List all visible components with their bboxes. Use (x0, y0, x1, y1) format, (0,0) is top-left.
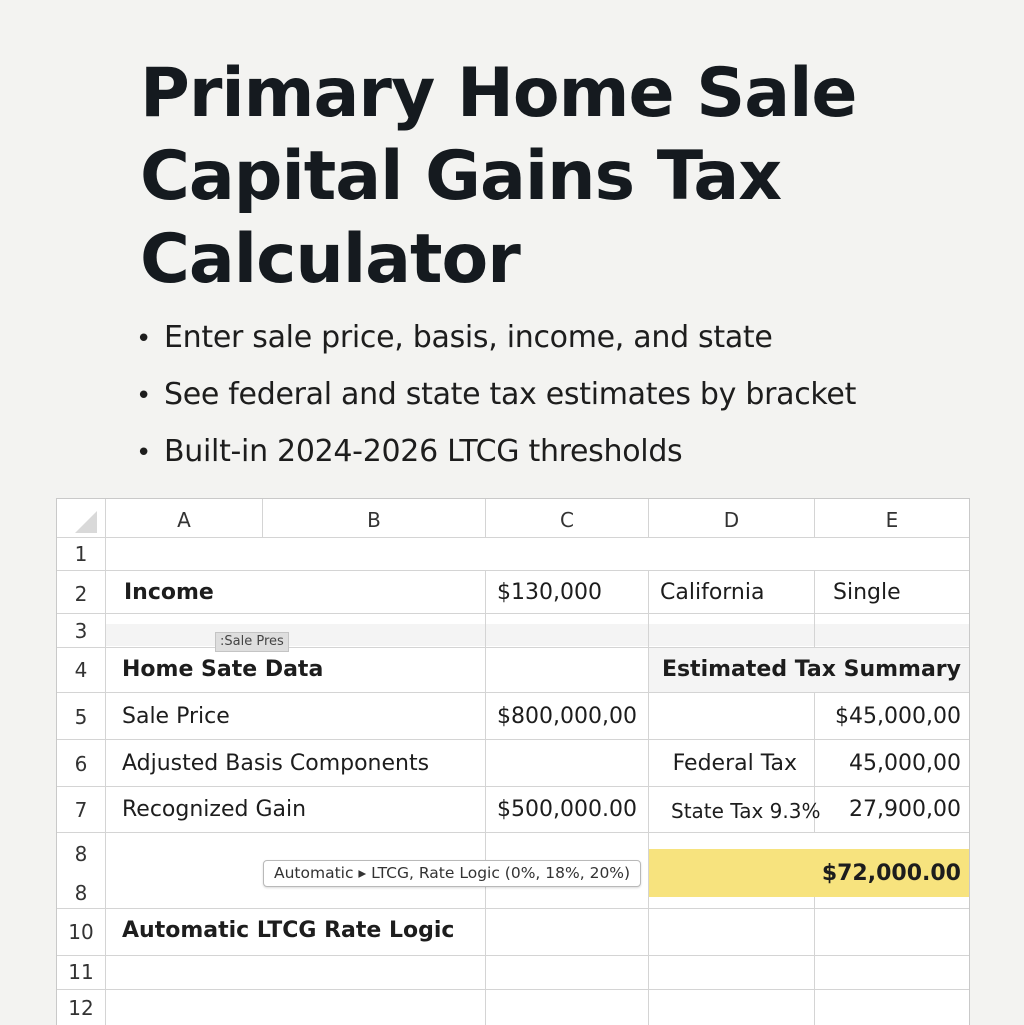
row-header[interactable]: 6 (74, 752, 88, 776)
row-header[interactable]: 1 (74, 542, 88, 566)
federal-tax-label[interactable]: Federal Tax (672, 751, 797, 776)
row-header[interactable]: 12 (68, 996, 94, 1020)
summary-value[interactable]: $45,000,00 (835, 704, 961, 729)
feature-text: See federal and state tax estimates by bracket (164, 377, 857, 412)
feature-text: Built-in 2024-2026 LTCG thresholds (164, 434, 683, 469)
sale-price-label[interactable]: Sale Price (122, 704, 230, 729)
recognized-gain-label[interactable]: Recognized Gain (122, 797, 307, 822)
row-header[interactable]: 10 (68, 920, 94, 944)
grid-line (57, 989, 969, 990)
state-tax-value[interactable]: 27,900,00 (849, 797, 961, 822)
grid-line (57, 908, 969, 909)
total-tax-value[interactable]: $72,000.00 (821, 861, 961, 886)
sale-price-value[interactable]: $800,000,00 (497, 704, 637, 729)
ltcg-rate-logic-label[interactable]: Automatic LTCG Rate Logic (122, 918, 455, 943)
row-header[interactable]: 8 (74, 842, 88, 866)
bullet-icon: • (136, 381, 152, 411)
home-sale-data-header[interactable]: Home Sate Data (122, 657, 324, 682)
column-header-e[interactable]: E (885, 508, 899, 532)
grid-line (57, 692, 969, 693)
grid-line (57, 832, 969, 833)
row-header[interactable]: 3 (74, 619, 88, 643)
grid-line (485, 570, 486, 1025)
select-all-corner[interactable] (75, 511, 97, 533)
sale-price-tag: :Sale Pres (215, 632, 289, 652)
spreadsheet[interactable] (56, 498, 970, 1025)
tax-summary-header[interactable]: Estimated Tax Summary (661, 657, 961, 682)
grid-line (57, 537, 969, 538)
row-header[interactable]: 4 (74, 658, 88, 682)
feature-item (136, 310, 1016, 367)
recognized-gain-value[interactable]: $500,000.00 (497, 797, 637, 822)
grid-line (57, 570, 969, 571)
title-line-3: Calculator (140, 220, 520, 299)
grid-line (57, 647, 969, 648)
row-header[interactable]: 11 (68, 960, 94, 984)
feature-list (136, 310, 1016, 481)
bullet-icon: • (136, 324, 152, 354)
ltcg-rate-logic-tooltip[interactable]: Automatic ▸ LTCG, Rate Logic (0%, 18%, 20%) (263, 860, 641, 887)
grid-line (814, 570, 815, 647)
feature-item (136, 424, 1016, 481)
title-line-2: Capital Gains Tax (140, 137, 782, 216)
filing-status-value[interactable]: Single (833, 580, 901, 605)
feature-item (136, 367, 1016, 424)
adjusted-basis-label[interactable]: Adjusted Basis Components (122, 751, 430, 776)
grid-line (57, 955, 969, 956)
grid-line (648, 570, 649, 1025)
federal-tax-value[interactable]: 45,000,00 (849, 751, 961, 776)
bullet-icon: • (136, 438, 152, 468)
column-header-b[interactable]: B (367, 508, 381, 532)
grid-line (57, 739, 969, 740)
grid-line (57, 786, 969, 787)
row-header[interactable]: 5 (74, 705, 88, 729)
column-header-c[interactable]: C (560, 508, 574, 532)
title-line-1: Primary Home Sale (140, 54, 857, 133)
row-header[interactable]: 7 (74, 798, 88, 822)
page-title (140, 52, 1000, 301)
income-label[interactable]: Income (124, 580, 214, 605)
grid-line (105, 499, 106, 1025)
state-value[interactable]: California (660, 580, 765, 605)
feature-text: Enter sale price, basis, income, and state (164, 320, 773, 355)
row-header[interactable]: 2 (74, 582, 88, 606)
income-value[interactable]: $130,000 (497, 580, 602, 605)
column-header-a[interactable]: A (177, 508, 191, 532)
row-header[interactable]: 8 (74, 881, 88, 905)
grid-line (57, 613, 969, 614)
grid-line (814, 897, 815, 1025)
column-header-d[interactable]: D (723, 508, 740, 532)
state-tax-label[interactable]: State Tax 9.3% (671, 799, 821, 823)
